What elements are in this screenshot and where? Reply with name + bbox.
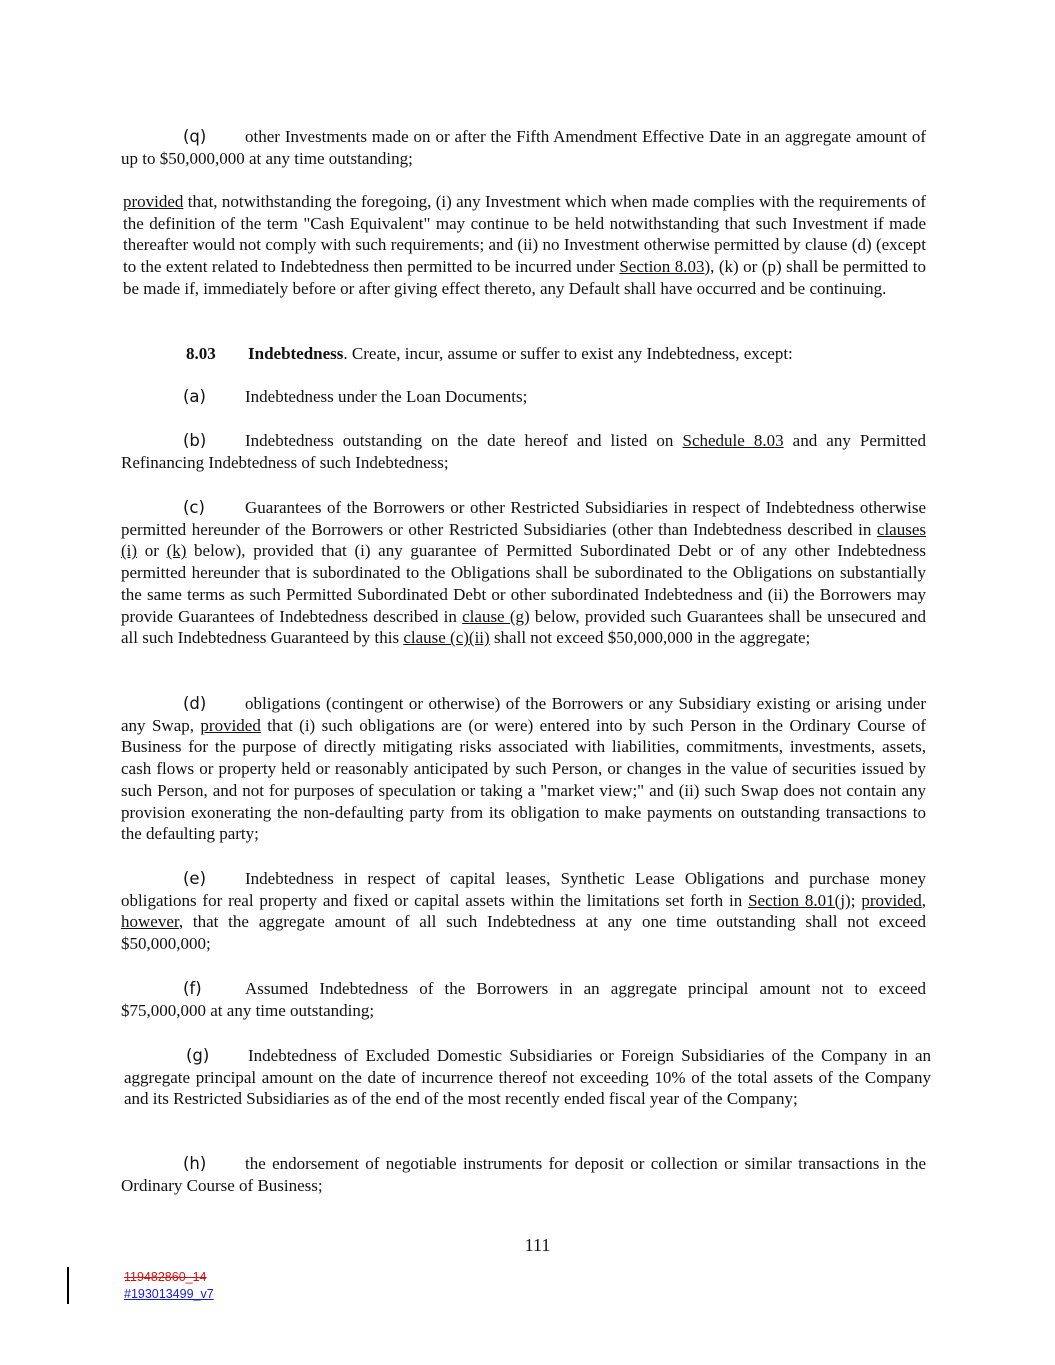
clause-d-provided: provided xyxy=(200,715,261,735)
clause-c-text-3: below), provided that (i) any guarantee of Permitted Subordinated Debt or of any other Indebtedness permitted hereunder that is subordinated to the Obligations shall be subordinated to the Obligations on substantially the same terms as such Permitted Subordinated Debt or other subordinated Indebtedness and (ii) the Borrowers may provide Guarantees of Indebtedness described in xyxy=(121,541,926,626)
section-heading xyxy=(186,343,926,365)
clause-a-text: Indebtedness under the Loan Documents; xyxy=(245,387,528,406)
clause-f-text: Assumed Indebtedness of the Borrowers in an aggregate principal amount not to exceed $75,000,000 at any time outstanding; xyxy=(121,979,926,1020)
clause-h-text: the endorsement of negotiable instruments for deposit or collection or similar transactions in the Ordinary Course of Business; xyxy=(121,1154,926,1195)
proviso-text-2: ), (k) or (p) shall be permitted to be made if, immediately before or after giving effect thereto, any Default shall have occurred and be continuing. xyxy=(123,257,926,298)
clause-c-ref-k: (k) xyxy=(166,541,187,561)
clause-c-text-4: below, provided such Guarantees shall be unsecured and all such Indebtedness Guaranteed by this xyxy=(121,606,926,648)
proviso-keyword: provided xyxy=(123,192,184,211)
clause-c-text-2: or xyxy=(137,541,167,561)
clause-b-label: (b) xyxy=(183,431,207,450)
clause-g-text: Indebtedness of Excluded Domestic Subsidiaries or Foreign Subsidiaries of the Company in an aggregate principal amount on the date of incurrence thereof not exceeding 10% of the total assets of the Company and its Restricted Subsidiaries as of the end of the most recently ended fiscal year of the Company; xyxy=(124,1046,931,1109)
clause-c-label: (c) xyxy=(183,498,205,517)
proviso-text-1: that, notwithstanding the foregoing, (i) any Investment which when made complies with the requirements of the definition of the term "Cash Equivalent" may continue to be held notwithstanding that such Investment if made thereafter would not comply with such requirements; and (ii) no Investment otherwise permitted by clause (d) (except to the extent related to Indebtedness then permitted to be incurred under xyxy=(123,192,926,277)
clause-c-ref-clauses: clauses xyxy=(876,519,926,539)
clause-e-label: (e) xyxy=(183,869,207,888)
clause-e-provided: provided xyxy=(861,890,922,910)
clause-d xyxy=(121,693,926,845)
clause-b xyxy=(121,430,926,473)
section-number: 8.03 xyxy=(186,344,216,363)
clause-q xyxy=(121,126,926,169)
clause-c-ref-i: (i) xyxy=(121,541,138,561)
old-document-id: 119482860_14 xyxy=(124,1270,207,1284)
proviso-paragraph xyxy=(123,191,926,300)
clause-c-text-1: Guarantees of the Borrowers or other Restricted Subsidiaries in respect of Indebtedness otherwise permitted hereunder of the Borrowers or other Restricted Subsidiaries (other than Indebtedness described in xyxy=(121,498,926,539)
clause-d-text-2: that (i) such obligations are (or were) entered into by such Person in the Ordinary Course of Business for the purpose of directly mitigating risks associated with liabilities, commitments, investments, assets, cash flows or property held or reasonably anticipated by such Person, or changes in the value of securities issued by such Person, and not for purposes of speculation or taking a "market view;" and (ii) such Swap does not contain any provision exonerating the non-defaulting party from its obligation to make payments on outstanding transactions to the defaulting party; xyxy=(121,715,926,844)
clause-e-text-1: Indebtedness in respect of capital leases, Synthetic Lease Obligations and purchase money obligations for real property and fixed or capital assets within the limitations set forth in xyxy=(121,869,926,910)
clause-f xyxy=(121,978,926,1021)
clause-c-ref-cii: clause (c)(ii) xyxy=(403,628,490,648)
clause-g xyxy=(124,1045,931,1110)
clause-e-however: however xyxy=(121,912,179,932)
clause-b-text-1: Indebtedness outstanding on the date hereof and listed on xyxy=(245,431,683,450)
section-title: Indebtedness xyxy=(248,344,344,363)
clause-q-text: other Investments made on or after the Fifth Amendment Effective Date in an aggregate amount of up to $50,000,000 at any time outstanding; xyxy=(121,127,926,168)
clause-g-label: (g) xyxy=(186,1046,210,1065)
clause-h xyxy=(121,1153,926,1196)
clause-c xyxy=(121,497,926,649)
new-document-id: #193013499_v7 xyxy=(124,1287,214,1301)
clause-f-label: (f) xyxy=(183,979,202,998)
clause-d-label: (d) xyxy=(183,694,207,713)
clause-e-text-4: , that the aggregate amount of all such Indebtedness at any one time outstanding shall not exceed $50,000,000; xyxy=(121,912,926,954)
clause-c-ref-g: clause (g) xyxy=(462,606,530,626)
clause-q-label: (q) xyxy=(183,127,207,146)
section-text: . Create, incur, assume or suffer to exist any Indebtedness, except: xyxy=(343,344,793,363)
proviso-section-ref: Section 8.03 xyxy=(619,257,705,277)
clause-c-text-5: shall not exceed $50,000,000 in the aggregate; xyxy=(489,628,811,648)
clause-a xyxy=(121,386,926,408)
clause-e-section-ref: Section 8.01(j) xyxy=(748,890,851,910)
clause-a-label: (a) xyxy=(183,387,206,406)
change-bar xyxy=(67,1267,69,1304)
clause-b-text-2: and any Permitted Refinancing Indebtedness of such Indebtedness; xyxy=(121,431,926,472)
clause-e-text-2: ; xyxy=(850,890,862,910)
clause-b-schedule-ref: Schedule 8.03 xyxy=(682,431,784,450)
clause-d-text-1: obligations (contingent or otherwise) of the Borrowers or any Subsidiary existing or arising under any Swap, xyxy=(121,694,926,735)
clause-e-text-3: , xyxy=(921,890,926,910)
page-number: 111 xyxy=(524,1235,551,1255)
clause-h-label: (h) xyxy=(183,1154,207,1173)
clause-e xyxy=(121,868,926,955)
